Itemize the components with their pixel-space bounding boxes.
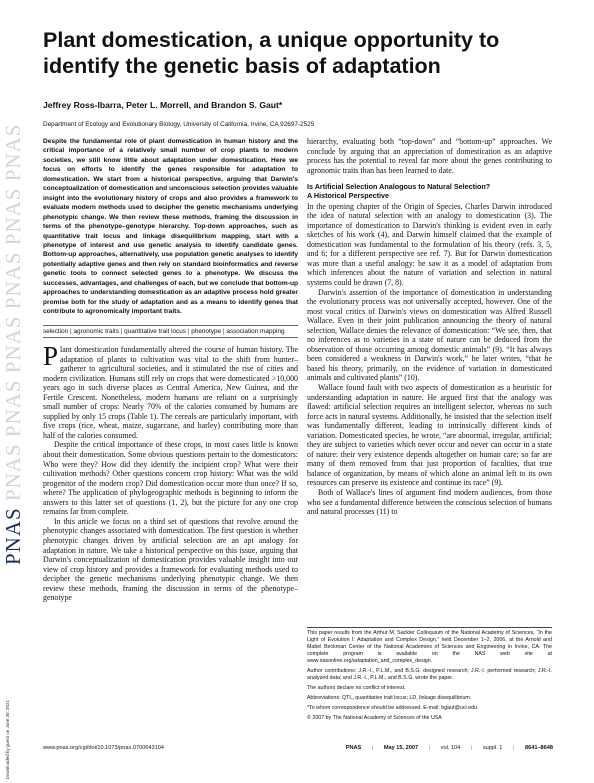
watermark-text: PNAS [1,251,25,310]
affiliation: Department of Ecology and Evolutionary Biology, University of California, Irvine, CA 92697-2525 [43,121,315,128]
watermark-text: PNAS [1,379,25,438]
intro-paragraph-3: In this article we focus on a third set of questions that revolve around the phenotypic changes associated with domestication. The first question is whether phenotypic changes driven by artificial selection are an apt analogy for adaptation in nature. We take a historical perspective on this issue, arguing that Darwin's conceptualization of domestication provides valuable insight into our view of crop history and provides a framework for evaluating methods used to decipher the genetic mechanisms underlying phenotypic change. We then review these methods, framing the discussion in terms of the phenotype–genotype [43,516,298,603]
pnas-watermark [1,95,25,565]
intro-paragraph-continued: hierarchy, evaluating both “top-down” and “bottom-up” approaches. We conclude by arguing that an appreciation of domestication as an adaptive process has the potential to reveal far more about the genes contributing to agronomic traits than has been learned to date. [307,137,552,175]
footer-separator: | [428,745,431,751]
watermark-text: PNAS [1,315,25,374]
footer-date: May 15, 2007 [383,745,419,751]
footer-pages: 8641–8648 [525,745,553,751]
footnote-correspondence: *To whom correspondence should be addressed. E-mail: bgaut@uci.edu. [307,705,479,712]
keyword: association mapping [226,327,285,335]
footer-separator: | [512,745,515,751]
keyword-separator: | [120,327,123,335]
footer-supplement: suppl. 1 [482,745,503,751]
paragraph-text: lant domestication fundamentally altered the course of human history. The adaptation of plants to cultivation was vital to the shift from hunter–gatherer to agricultural societies, and it stimulated the rise of cities and modern civilization. Humans still rely on crops that were domesticated >10,000 years ago in such diverse places as Central America, New Guinea, and the Fertile Crescent. Nonetheless, modern humans are reliant on a surprisingly small number of crops: Nearly 70% of the calories consumed by humans are supplied by only 15 crops (Table 1). The cereals are particularly important, with five crops (rice, wheat, maize, sugarcane, and barley) contributing more than half of the calories consumed. [43,345,298,440]
page-footer [43,745,553,751]
drop-cap: P [43,341,59,372]
footnote-conflict: The authors declare no conflict of interest. [307,685,406,692]
section-paragraph-2: Darwin's assertion of the importance of domestication in understanding the evolutionary process was not universally accepted, however. One of the most vocal critics of Darwin's views on domestication was Alfred Russell Wallace. Even in their joint publication announcing the theory of natural selection, Wallace denies the relevance of domestication: “We see, then, that no inferences as to varieties in a state of nature can be deduced from the observation of those occurring among domestic animals” (9). “It has always been considered a weakness in Darwin's work,” he later writes, “that he based his theory, primarily, on the evidence of variation in domesticated animals and cultivated plants” (10). [307,287,552,383]
keyword-separator: | [70,327,72,335]
section-heading [307,182,552,200]
left-column [43,137,298,603]
footnote-contributions: Author contributions: J.R.-I., P.L.M., and B.S.G. designed research; J.R.-I. performed research; J.R.-I. analyzed data; and J.R.-I., P.L.M., and B.S.G. wrote the paper. [307,668,552,682]
abstract: Despite the fundamental role of plant domestication in human history and the critical importance of a relatively small number of crop plants to modern societies, we still know little about adaptation under domestication. Here we focus on efforts to identify the genes responsible for adaptation to domestication. We start from a historical perspective, arguing that Darwin's conceptualization of domestication and unconscious selection provides valuable insight into the evolutionary history of crops and also provides a framework to evaluate modern methods used to decipher the genetic mechanisms underlying phenotypic change. We then review these methods, framing the discussion in terms of the phenotype–genotype hierarchy. Top-down approaches, such as quantitative trait locus and linkage disequilibrium mapping, start with a phenotype of interest and use genetic analysis to identify candidate genes. Bottom-up approaches, alternatively, use population genetic analyses to identify potentially adaptive genes and then rely on standard bioinformatics and reverse genetic tools to connect selected genes to a phenotype. We discuss the successes, advantages, and challenges of each, but we conclude that bottom-up approaches to understanding domestication as an adaptive process hold greater promise both for the study of adaptation and as a means to identify genes that contribute to agronomically important traits. [43,138,298,316]
keyword: quantitative trait locus [124,327,186,335]
download-note: Downloaded by guest on June 30, 2021 [5,699,10,779]
section-title: Is Artificial Selection Analogous to Natural Selection? [307,182,491,192]
right-column [307,137,552,517]
watermark-text: PNAS [1,123,25,182]
keyword-list [43,325,298,338]
footnote-colloquium: This paper results from the Arthur M. Sackler Colloquium of the National Academy of Sciences, “In the Light of Evolution I: Adaptation and Complex Design,” held December 1–2, 2006, at the Arnold and Mabel Beckman Center of the National Academies of Sciences and Engineering in Irvine, CA. The complete program is available on the NAS web site at www.nasonline.org/adaptation_and_complex_design. [307,630,552,665]
footer-separator: | [371,745,374,751]
footnotes [307,627,552,726]
journal-sidebar [0,95,25,783]
footnote-abbreviations: Abbreviations: QTL, quantitative trait locus; LD, linkage disequilibrium. [307,695,472,702]
doi-link[interactable]: www.pnas.org/cgi/doi/10.1073/pnas.0700643104 [43,745,164,751]
section-paragraph-4: Both of Wallace's lines of argument find modern audiences, from those who see a fundamental difference between the conscious selection of humans and natural processes (11) to [307,488,552,517]
footer-volume: vol. 104 [440,745,461,751]
footnote-copyright: © 2007 by The National Academy of Sciences of the USA [307,715,442,722]
citation-info [337,745,553,751]
pnas-logo: PNAS [1,507,25,565]
footer-journal: PNAS [345,745,362,751]
footer-separator: | [470,745,473,751]
section-paragraph-3: Wallace found fault with two aspects of domestication as a heuristic for understanding adaptation in nature. He argued first that the analogy was flawed: artificial selection requires an intelligent selector, whereas no such force acts in natural systems. Additionally, he insisted that the selection itself was fundamentally different, leading to intrinsically different kinds of variation. Domesticated species, he wrote, “are abnormal, irregular, artificial; they are subject to varieties which never occur and never can occur in a state of nature: their very existence depends altogether on human care; so far are many of them removed from that just proportion of faculties, that true balance of organization, by means of which alone an animal left to its own resources can preserve its existence and continue its race” (9). [307,382,552,488]
section-paragraph-1: In the opening chapter of the Origin of Species, Charles Darwin introduced the idea of natural selection with an analogy to domestication (3). The importance of domestication to Darwin's thinking is evident even in early sketches of his work (4), and Darwin himself claimed that the example of domestication was fundamental to the formulation of his theory (refs. 3, 5, and 6; for a different perspective see ref. 7). But for Darwin domestication was more than a useful analogy: he saw it as a model of adaptation from which inferences about the nature of variation and selection in natural systems could be drawn (7, 8). [307,201,552,287]
keyword-separator: | [222,327,225,335]
watermark-text: PNAS [1,187,25,246]
subsection-title: A Historical Perspective [307,191,390,201]
intro-paragraph-1 [43,341,298,440]
intro-paragraph-2: Despite the critical importance of these crops, in most cases little is known about their domestication. Some obvious questions pertain to the domesticators: Who were they? How did they identify the incipient crop? What were their cultivation methods? Other questions concern crop history: What was the wild progenitor of the modern crop? Did domestication occur more than once? If so, where? The application of phylogeographic methods is beginning to inform the answers to this latter set of questions (1, 2), but the picture for any one crop remains far from complete. [43,440,298,517]
keyword: agronomic traits [73,327,119,335]
author-list: Jeffrey Ross-Ibarra, Peter L. Morrell, and Brandon S. Gaut* [43,100,283,110]
keyword: phenotype [191,327,222,335]
keyword-separator: | [187,327,190,335]
watermark-text: PNAS [1,443,25,502]
paper-title: Plant domestication, a unique opportunity to identify the genetic basis of adaptation [43,28,500,78]
keyword: selection [43,327,69,335]
